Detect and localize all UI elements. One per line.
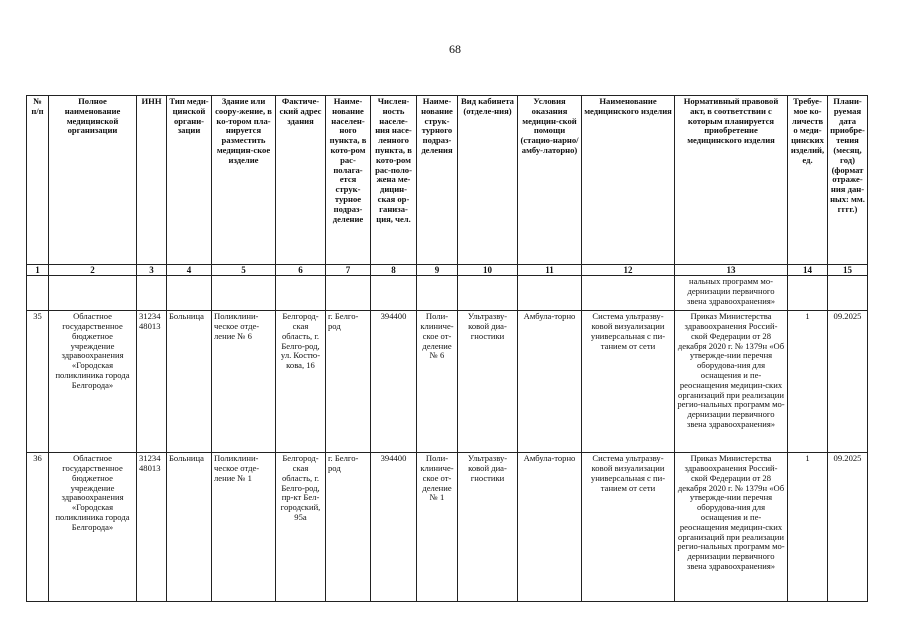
address-cell: Белгород-ская область, г. Белго-род, пр-кт Бел-городский, 95а [276, 453, 326, 602]
header-cell: Фактиче-ский адрес здания [276, 96, 326, 265]
org-name-cell: Областное государственное бюджетное учреждение здравоохранения «Городская поликлиника города Белгорода» [49, 453, 137, 602]
header-row [27, 96, 868, 265]
table-row [27, 311, 868, 453]
population-cell: 394400 [371, 453, 417, 602]
header-cell: Наиме-нование населен-ного пункта, в кото-ром рас-полага-ется струк-турное подраз-деление [326, 96, 371, 265]
date-cell: 09.2025 [828, 311, 868, 453]
population-cell: 394400 [371, 311, 417, 453]
address-cell: Белгород-ская область, г. Белго-род, ул. Костю-кова, 16 [276, 311, 326, 453]
header-cell: Плани-руемая дата приобре-тения (месяц, год) (формат отраже-ния дан-ных: мм. гггг.) [828, 96, 868, 265]
column-number: 11 [518, 265, 582, 276]
building-cell: Поликлини-ческое отде-ление № 1 [212, 453, 276, 602]
quantity-cell: 1 [788, 453, 828, 602]
building-cell: Поликлини-ческое отде-ление № 6 [212, 311, 276, 453]
cabinet-cell: Ультразву-ковой диа-гностики [458, 311, 518, 453]
column-number: 8 [371, 265, 417, 276]
row-number: 36 [27, 453, 49, 602]
column-number: 4 [167, 265, 212, 276]
continuation-row [27, 276, 868, 311]
column-number: 12 [582, 265, 675, 276]
header-cell: № п/п [27, 96, 49, 265]
column-number-row [27, 265, 868, 276]
header-cell: Вид кабинета (отделе-ния) [458, 96, 518, 265]
column-number: 14 [788, 265, 828, 276]
header-cell: Наиме-нование струк-турного подраз-деления [417, 96, 458, 265]
page-number: 68 [449, 42, 461, 56]
settlement-cell: г. Белго-род [326, 311, 371, 453]
column-number: 1 [27, 265, 49, 276]
org-type-cell: Больница [167, 311, 212, 453]
org-type-cell: Больница [167, 453, 212, 602]
act-cell: Приказ Министерства здравоохранения Россий-ской Федерации от 28 декабря 2020 г. № 1379н «Об утвержде-нии перечня оборудова-ния для оснащения и пе-реоснащения медицин-ских организаций при реализации регио-нальных программ мо-дернизации первичного звена здравоохранения» [675, 453, 788, 602]
column-number: 9 [417, 265, 458, 276]
table-row [27, 453, 868, 602]
device-cell: Система ультразву-ковой визуализации универсальная с пи-танием от сети [582, 311, 675, 453]
inn-cell: 3123448013 [137, 311, 167, 453]
header-cell: Числен-ность населе-ния насе-ленного пункта, в кото-ром рас-поло-жена ме-дицин-ская ор-ганиза-ция, чел. [371, 96, 417, 265]
device-cell: Система ультразву-ковой визуализации универсальная с пи-танием от сети [582, 453, 675, 602]
header-cell: ИНН [137, 96, 167, 265]
column-number: 5 [212, 265, 276, 276]
column-number: 10 [458, 265, 518, 276]
equipment-table [26, 95, 868, 602]
header-cell: Нормативный правовой акт, в соответствии с которым планируется приобретение медицинского изделия [675, 96, 788, 265]
org-name-cell: Областное государственное бюджетное учреждение здравоохранения «Городская поликлиника города Белгорода» [49, 311, 137, 453]
header-cell: Условия оказания медицин-ской помощи (стацио-нарно/амбу-латорно) [518, 96, 582, 265]
conditions-cell: Амбула-торно [518, 311, 582, 453]
quantity-cell: 1 [788, 311, 828, 453]
conditions-cell: Амбула-торно [518, 453, 582, 602]
header-cell: Полное наименование медицинской организации [49, 96, 137, 265]
subdivision-cell: Поли-клиниче-ское от-деление № 1 [417, 453, 458, 602]
inn-cell: 3123448013 [137, 453, 167, 602]
act-cell-continuation: нальных программ мо-дернизации первичного звена здравоохранения» [675, 276, 788, 311]
act-cell: Приказ Министерства здравоохранения Россий-ской Федерации от 28 декабря 2020 г. № 1379н «Об утвержде-нии перечня оборудова-ния для оснащения и пе-реоснащения медицин-ских организаций при реализации регио-нальных программ мо-дернизации первичного звена здравоохранения» [675, 311, 788, 453]
cabinet-cell: Ультразву-ковой диа-гностики [458, 453, 518, 602]
row-number: 35 [27, 311, 49, 453]
header-cell: Тип меди-цинской органи-зации [167, 96, 212, 265]
settlement-cell: г. Белго-род [326, 453, 371, 602]
column-number: 2 [49, 265, 137, 276]
header-cell: Требуе-мое ко-личество меди-цинских изделий, ед. [788, 96, 828, 265]
date-cell: 09.2025 [828, 453, 868, 602]
header-cell: Здание или соору-жение, в ко-тором пла-нируется разместить медицин-ское изделие [212, 96, 276, 265]
header-cell: Наименование медицинского изделия [582, 96, 675, 265]
column-number: 6 [276, 265, 326, 276]
column-number: 7 [326, 265, 371, 276]
column-number: 3 [137, 265, 167, 276]
column-number: 13 [675, 265, 788, 276]
column-number: 15 [828, 265, 868, 276]
subdivision-cell: Поли-клиниче-ское от-деление № 6 [417, 311, 458, 453]
